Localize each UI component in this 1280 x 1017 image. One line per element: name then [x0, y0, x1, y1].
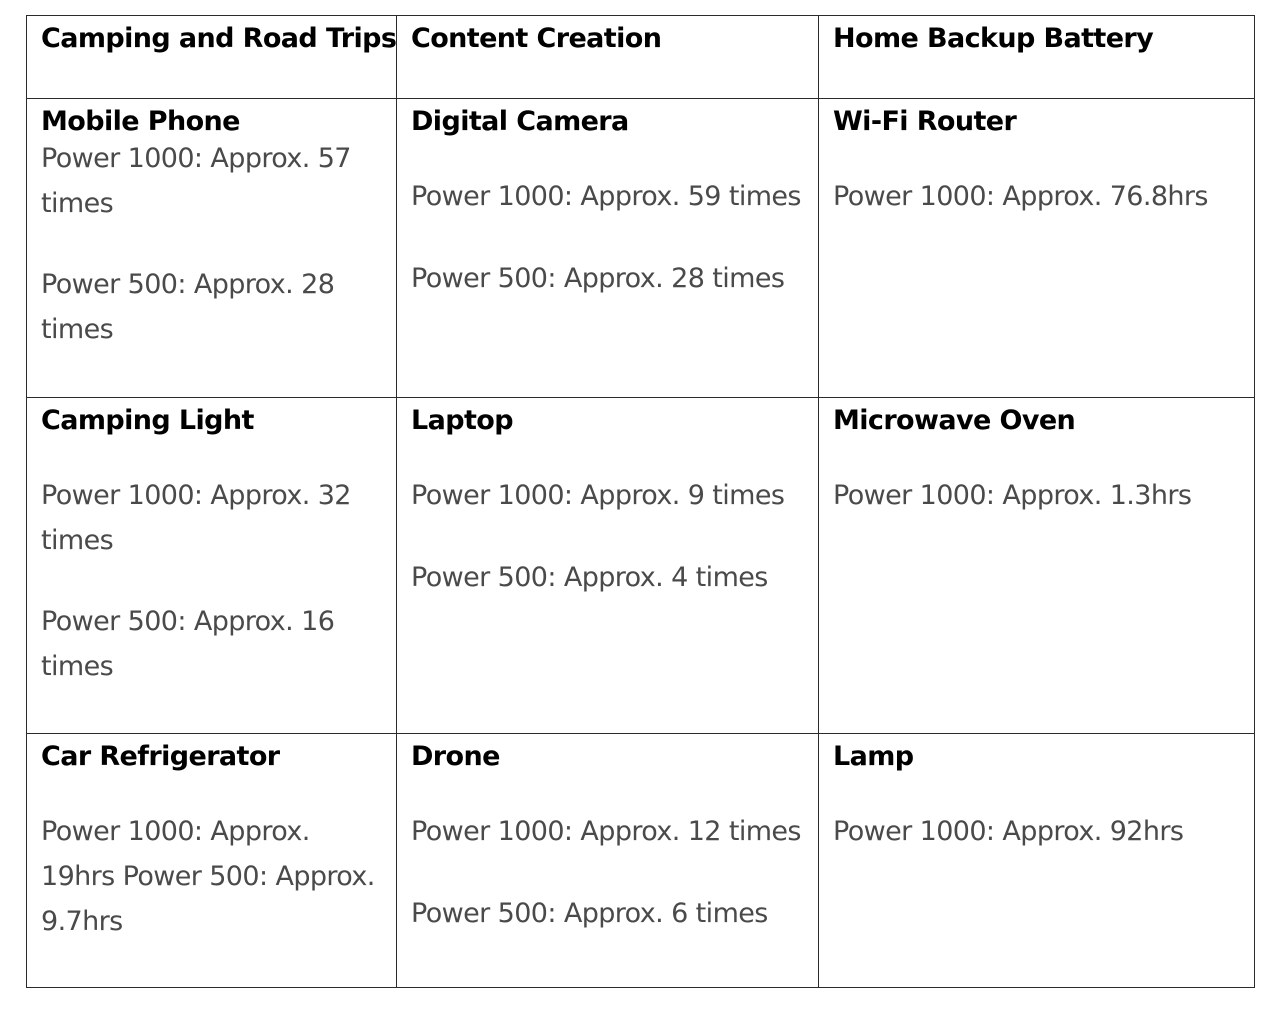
device-name: Lamp [833, 741, 914, 772]
table-cell [397, 99, 819, 398]
device-name: Wi-Fi Router [833, 106, 1017, 137]
table-cell [27, 398, 397, 734]
table-cell [819, 99, 1255, 398]
device-name: Digital Camera [411, 106, 629, 137]
header-cell [397, 16, 819, 99]
capacity-value: Power 500: Approx. 6 times [411, 898, 768, 929]
header-cell [27, 16, 397, 99]
device-name: Mobile Phone [41, 106, 240, 137]
capacity-value: Power 1000: Approx. 9 times [411, 480, 785, 511]
table-row [27, 99, 1255, 398]
capacity-value: Power 1000: Approx. 1.3hrs [833, 480, 1192, 511]
device-name: Car Refrigerator [41, 741, 280, 772]
capacity-value: Power 1000: Approx. 19hrs Power 500: Approx. 9.7hrs [41, 816, 375, 937]
capacity-value: Power 500: Approx. 16 times [41, 606, 335, 682]
device-name: Drone [411, 741, 500, 772]
table-cell [819, 398, 1255, 734]
capacity-value: Power 1000: Approx. 59 times [411, 181, 801, 212]
table-cell [397, 398, 819, 734]
capacity-value: Power 1000: Approx. 12 times [411, 816, 801, 847]
capacity-value: Power 500: Approx. 4 times [411, 562, 768, 593]
table-row [27, 734, 1255, 988]
device-name: Laptop [411, 405, 513, 436]
capacity-value: Power 500: Approx. 28 times [41, 269, 335, 345]
device-name: Microwave Oven [833, 405, 1076, 436]
table-cell [27, 99, 397, 398]
capacity-value: Power 1000: Approx. 57 times [41, 143, 351, 219]
capacity-value: Power 500: Approx. 28 times [411, 263, 785, 294]
table-row [27, 398, 1255, 734]
column-header: Home Backup Battery [833, 23, 1154, 54]
table-cell [397, 734, 819, 988]
device-name: Camping Light [41, 405, 254, 436]
capacity-value: Power 1000: Approx. 32 times [41, 480, 351, 556]
table-cell [819, 734, 1255, 988]
capacity-value: Power 1000: Approx. 92hrs [833, 816, 1184, 847]
column-header: Content Creation [411, 23, 662, 54]
capacity-table [26, 15, 1255, 988]
column-header: Camping and Road Trips [41, 23, 397, 54]
table-cell [27, 734, 397, 988]
capacity-value: Power 1000: Approx. 76.8hrs [833, 181, 1208, 212]
table-header-row [27, 16, 1255, 99]
header-cell [819, 16, 1255, 99]
